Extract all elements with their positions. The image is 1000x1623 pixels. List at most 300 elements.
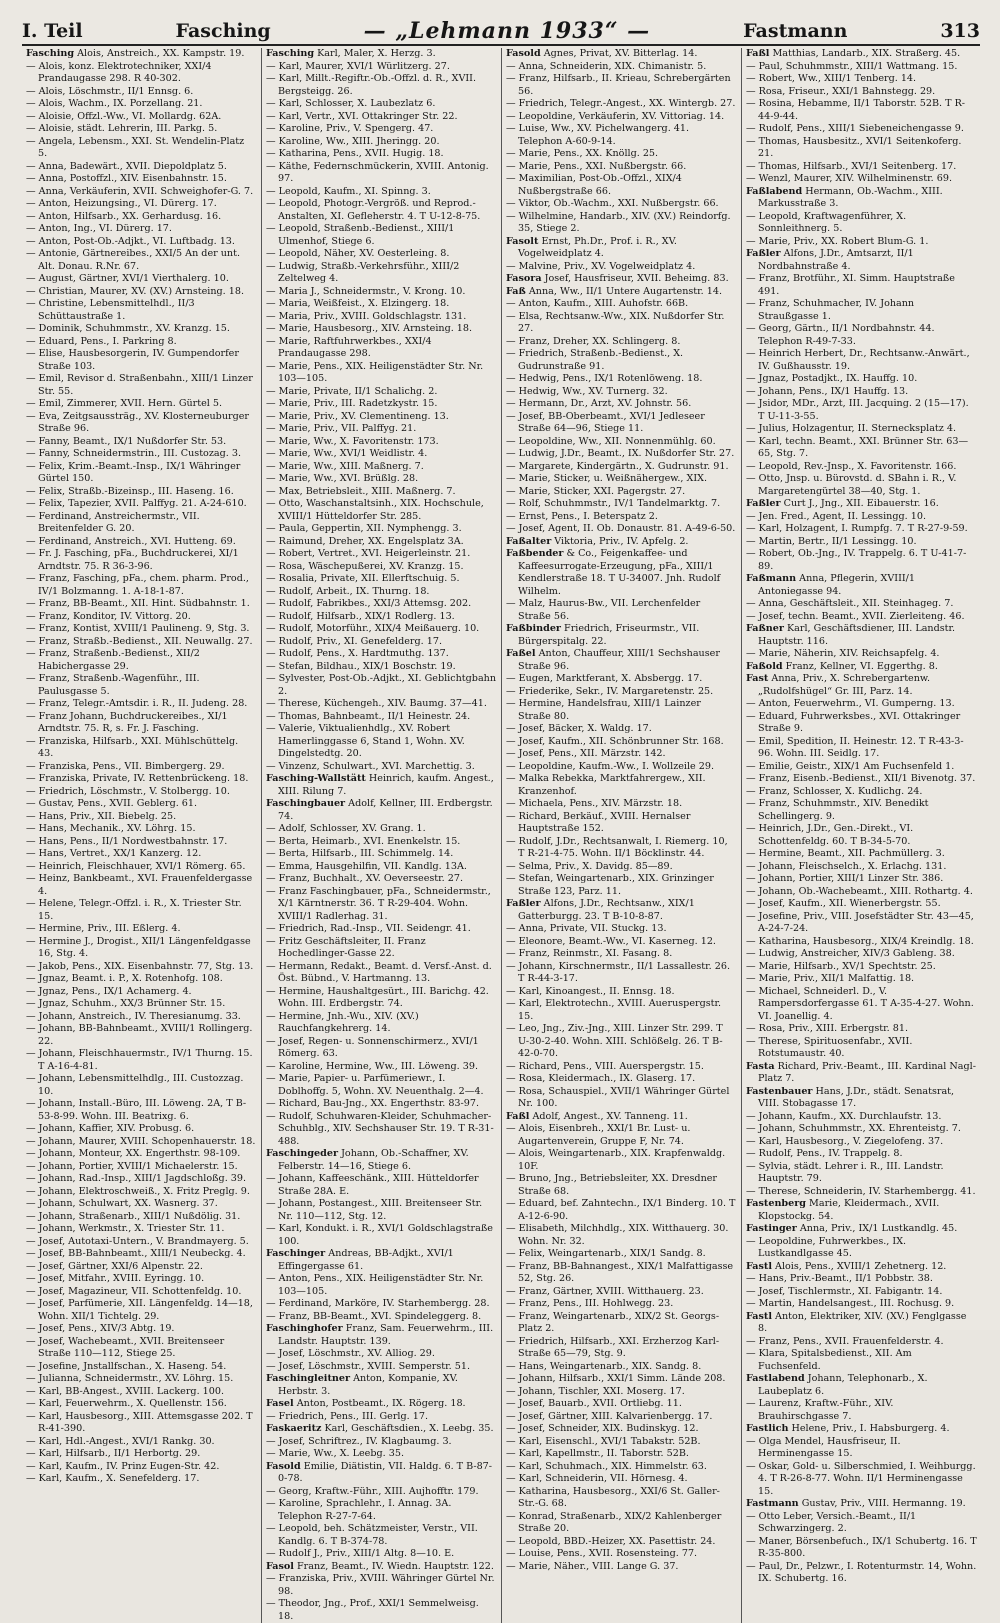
directory-entry: — Johann, Portier, XVIII/1 Michaelerstr. 15. (26, 1160, 238, 1172)
directory-entry: — Josef, Regen- u. Sonnenschirmerz., XVI/1 Römerg. 63. (266, 1035, 479, 1059)
directory-entry: — Martin, Handelsangest., III. Rochusg. 9. (746, 1298, 955, 1309)
directory-entry: — Karl, Eisenschl., XVI/1 Tabakstr. 52B. (506, 1435, 701, 1447)
surname-headword: Faßler (746, 498, 781, 509)
directory-entry: — Johann, Kaufm., XX. Durchlaufstr. 13. (746, 1110, 942, 1122)
directory-entry: — Josef, Bauarb., XVII. Ortliebg. 11. (506, 1398, 682, 1409)
surname-headword: Fasol (266, 1560, 294, 1572)
directory-entry: Fastlich Helene, Priv., I. Habsburgerg. 4. (746, 1423, 950, 1434)
directory-entry: — Rolf, Schuhmmstr., IV/1 Tandelmarktg. 7. (506, 498, 721, 509)
directory-entry: — Helene, Telegr.-Offzl. i. R., X. Triester Str. 15. (26, 898, 242, 922)
directory-entry: Fastmann Gustav, Priv., VIII. Hermanng. 19. (746, 1498, 966, 1509)
directory-entry: — Franz Johann, Buchdruckereibes., XI/1 Arndtstr. 75. R, s. Fr. J. Fasching. (26, 710, 228, 734)
surname-headword: Faßl (506, 1110, 530, 1122)
directory-entry: — Leopold, Straßenb.-Bedienst., XIII/1 Ulmenhof, Stiege 6. (266, 223, 455, 247)
part-label: I. Teil (22, 20, 83, 42)
directory-entry: — Johann, Install.-Büro, III. Löweng. 2A, T B-53-8-99. Wohn. III. Beatrixg. 6. (26, 1098, 247, 1122)
surname-headword: Faschinger (266, 1248, 326, 1259)
surname-headword: Faschingeder (266, 1148, 339, 1159)
directory-entry: — Franziska, Pens., VII. Bimbergerg. 29. (26, 760, 225, 772)
directory-entry: — Anton, Kaufm., XIII. Auhofstr. 66B. (506, 298, 689, 309)
directory-entry: — Sylvester, Post-Ob.-Adjkt., XI. Geblichtgbahn 2. (266, 673, 497, 697)
directory-entry: — Franz, Buchhalt., XV. Oeverseestr. 27. (266, 873, 464, 884)
directory-entry: — Franz Faschingbauer, pFa., Schneidermstr., X/1 Kärntnerstr. 36. T R-29-404. Wohn. XVIII/1 Radlerhag. 31. (266, 885, 491, 922)
directory-entry: — Emil, Zimmerer, XVII. Hern. Gürtel 5. (26, 398, 223, 409)
directory-entry: — Rosa, Schauspiel., XVII/1 Währinger Gürtel Nr. 100. (506, 1085, 730, 1109)
directory-entry: — Leopoldine, Fuhrwerkbes., IX. Lustkandlgasse 45. (746, 1235, 907, 1259)
directory-entry: Fasching Karl, Maler, X. Herzg. 3. (266, 48, 436, 59)
directory-entry: — Marie, Ww., XVI/1 Weidlistr. 4. (266, 448, 428, 459)
directory-entry: — Karl, Elektrotechn., XVIII. Aueruspergstr. 15. (506, 998, 722, 1022)
surname-headword: Fasching (266, 48, 315, 59)
directory-entry: — Marie, Priv., XII/1 Malfattig. 18. (746, 973, 915, 984)
directory-entry: — Franz, Straßb.-Bedienst., XII. Neuwallg. 27. (26, 635, 253, 647)
surname-headword: Fasta (746, 1060, 775, 1072)
directory-entry: — Karoline, Hermine, Ww., III. Löweng. 39. (266, 1060, 478, 1072)
directory-entry: — Jgnaz, Beamt. i. P., X. Rotenhofg. 108. (26, 973, 223, 984)
directory-entry: — Georg, Kraftw.-Führ., XIII. Aujhofftr. 179. (266, 1485, 479, 1497)
directory-entry: — Josefine, Jnstallfschan., X. Haseng. 54. (26, 1360, 227, 1372)
directory-entry: — Rudolf, Priv., XI. Genefelderg. 17. (266, 635, 442, 647)
directory-entry: — Berta, Hilfsarb., III. Schimmelg. 14. (266, 848, 454, 859)
directory-entry: — Hans, Priv.-Beamt., II/1 Pobbstr. 38. (746, 1273, 933, 1284)
directory-entry: — Marie, Pens., XXI. Nußbergstr. 66. (506, 160, 687, 172)
directory-entry: — Klara, Spitalsbedienst., XII. Am Fuchsenfeld. (746, 1348, 912, 1372)
directory-entry: — Luise, Ww., XV. Pichelwangerg. 41. Telephon A-60-9-14. (506, 123, 690, 147)
directory-entry: — Katharina, Hausbesorg., XIX/4 Kreindlg. 18. (746, 935, 974, 947)
directory-entry: — Marie, Hausbesorg., XIV. Arnsteing. 18. (266, 323, 473, 334)
directory-entry: Faschingeder Johann, Ob.-Schaffner, XV. Felberstr. 14—16, Stiege 6. (266, 1148, 469, 1172)
directory-entry: — Josef, Autotaxi-Untern., V. Brandmayerg. 5. (26, 1235, 249, 1247)
directory-entry: — Franz, BB-Beamt., XVI. Spindeleggerg. 8. (266, 1310, 482, 1322)
directory-entry: — Johann, Kaffier, XIV. Probusg. 6. (26, 1123, 195, 1134)
directory-entry: — Alois, konz. Elektrotechniker, XXI/4 Prandaugasse 298. R 40-302. (26, 60, 212, 84)
directory-entry: — Franz, Eisenb.-Bedienst., XII/1 Bivenotg. 37. (746, 773, 976, 784)
surname-headword: Faßlabend (746, 185, 803, 197)
directory-entry: — Angela, Lebensm., XXI. St. Wendelin-Platz 5. (26, 135, 245, 159)
directory-entry: — Karl, Hdl.-Angest., XVI/1 Rankg. 30. (26, 1435, 215, 1447)
directory-entry: — Eleonore, Beamt.-Ww., VI. Kaserneg. 12. (506, 935, 716, 947)
directory-entry: — Alois, Löschmstr., II/1 Ennsg. 6. (26, 85, 194, 97)
directory-entry: — Friedrich, Pens., III. Gerlg. 17. (266, 1410, 428, 1422)
directory-entry: — Otto, Waschanstaltsinh., XIX. Hochschule, XVIII/1 Hütteldorfer Str. 285. (266, 498, 484, 522)
directory-entry: — Franz, Schuhmacher, IV. Johann Straußgasse 1. (746, 298, 915, 322)
directory-entry: — Richard, Berkäuf., XVIII. Hernalser Hauptstraße 152. (506, 810, 691, 834)
directory-entry: — Ferdinand, Anstreich., XVI. Hutteng. 69. (26, 535, 236, 547)
surname-headword: Faschingleitner (266, 1373, 351, 1384)
directory-entry: — Franz, Fasching, pFa., chem. pharm. Prod., IV/1 Bolzmanng. 1. A-18-1-87. (26, 573, 249, 597)
directory-entry: — Josef, Bäcker, X. Waldg. 17. (506, 723, 652, 734)
directory-entry: Faßler Curt J., Jng., XII. Eibauerstr. 16. (746, 498, 939, 509)
directory-entry: — Elisabeth, Milchhdlg., XIX. Witthauerg. 30. Wohn. Nr. 32. (506, 1223, 729, 1247)
directory-entry: — Franz, BB-Beamt., XII. Hint. Südbahnstr. 1. (26, 598, 250, 609)
directory-entry: Faßmann Anna, Pflegerin, XVIII/1 Antoniegasse 94. (746, 573, 916, 597)
directory-entry: — Jgnaz, Pens., IX/1 Achamerg. 4. (26, 985, 192, 997)
directory-entry: — Anna, Schneiderin, XIX. Chimanistr. 5. (506, 60, 707, 72)
directory-entry: — Malvine, Priv., XV. Vogelweidplatz 4. (506, 260, 696, 272)
directory-entry: — Friedrich, Rad.-Insp., VII. Seidengr. 41. (266, 923, 471, 934)
directory-entry: — Valerie, Viktualienhdlg., XV. Robert Hamerlinggasse 6, Stand 1, Wohn. XV. Dingelstedtg. 20. (266, 723, 465, 759)
directory-entry: — Paul, Dr., Pelzwr., I. Rotenturmstr. 14, Wohn. IX. Schubertg. 16. (746, 1560, 977, 1584)
directory-entry: — Michaela, Pens., XIV. Märzstr. 18. (506, 798, 683, 809)
directory-entry: — Karl, Vertr., XVI. Ottakringer Str. 22. (266, 110, 458, 122)
directory-entry: — Leopold, Näher, XV. Oesterleing. 8. (266, 248, 450, 259)
directory-entry: Fasel Anton, Postbeamt., IX. Rögerg. 18. (266, 1398, 466, 1409)
surname-headword: Faßmann (746, 573, 797, 584)
directory-entry: — Franz, Kontist, XVIII/1 Paulineng. 9, Stg. 3. (26, 623, 250, 634)
directory-entry: — Josef, Kaufm., XII. Schönbrunner Str. 168. (506, 735, 724, 747)
directory-entry: — Franz, Brotführ., XI. Simm. Hauptstraße 491. (746, 273, 955, 297)
directory-entry: Faßner Karl, Geschäftsdiener, III. Landstr. Hauptstr. 116. (746, 623, 956, 647)
directory-entry: — Johann, Pens., IX/1 Hauffg. 13. (746, 385, 909, 397)
directory-entry: Faßbender & Co., Feigenkaffee- und Kaffeesurrogate-Erzeugung, pFa., XIII/1 Kendlerstraße 18. T U-34007. Jnh. Rudolf Wilhelm. (506, 548, 721, 597)
surname-headword: Fastlich (746, 1423, 789, 1434)
directory-entry: — Franz, Pens., XVII. Frauenfelderstr. 4. (746, 1335, 944, 1347)
directory-entry: — Therese, Küchengeh., XIV. Baumg. 37—41. (266, 698, 487, 709)
directory-entry: — Adolf, Schlosser, XV. Grang. 1. (266, 823, 426, 834)
directory-entry: Fastlabend Johann, Telephonarb., X. Laubeplatz 6. (746, 1373, 928, 1397)
directory-entry: — Karl, Hausbesorg., V. Ziegelofeng. 37. (746, 1135, 944, 1147)
directory-entry: — Hermann, Redakt., Beamt. d. Versf.-Anst. d. Öst. Bübnd., V. Hartmanng. 13. (266, 960, 492, 984)
directory-entry: — Karl, Kinoangest., II. Ennsg. 18. (506, 985, 675, 997)
directory-entry: — Marie, Priv., VII. Palffyg. 21. (266, 423, 417, 434)
directory-entry: — Marie, Hilfsarb., XV/1 Spechtstr. 25. (746, 960, 936, 972)
directory-entry: — Rudolf, Pens., X. Hardtmuthg. 137. (266, 648, 449, 659)
directory-entry: — Julianna, Schneidermstr., XV. Löhrg. 15. (26, 1373, 234, 1384)
directory-entry: — Karl, Millt.-Regiftr.-Ob.-Offzl. d. R., XVII. Bergsteigg. 26. (266, 73, 476, 97)
directory-entry: — Anna, Verkäuferin, XVII. Schweighofer-G. 7. (26, 185, 254, 197)
directory-entry: Faßler Alfons, J.Dr., Amtsarzt, II/1 Nordbahnstraße 4. (746, 248, 914, 272)
directory-entry: — Christine, Lebensmittelhdl., II/3 Schüttaustraße 1. (26, 298, 195, 322)
directory-entry: — Anna, Badewärt., XVII. Diepoldplatz 5. (26, 160, 227, 172)
directory-entry: — Anna, Postoffzl., XIV. Eisenbahnstr. 15. (26, 173, 227, 184)
directory-entry: — Olga Mendel, Hausfriseur, II. Herminengasse 15. (746, 1435, 901, 1459)
directory-entry: — Leopold, Rev.-Jnsp., X. Favoritenstr. 166. (746, 460, 957, 472)
directory-entry: — Maximilian, Post-Ob.-Offzl., XIX/4 Nußbergstraße 66. (506, 173, 682, 197)
column-3 (502, 48, 742, 1623)
directory-entry: — Rosa, Priv., XIII. Erbergstr. 81. (746, 1023, 909, 1034)
directory-entry: — Laurenz, Kraftw.-Führ., XIV. Brauhirschgasse 7. (746, 1398, 894, 1422)
directory-entry: — Vinzenz, Schulwart., XVI. Marchettig. 3. (266, 760, 475, 772)
page-number: 313 (940, 20, 980, 42)
directory-entry: — Marie, Pens., XX. Knöllg. 25. (506, 148, 659, 159)
directory-entry: — Bruno, Jng., Betriebsleiter, XX. Dresdner Straße 68. (506, 1173, 718, 1197)
directory-entry: — Franziska, Hilfsarb., XXI. Mühlschüttelg. 43. (26, 735, 239, 759)
directory-entry: — Josef, Agent, II. Ob. Donaustr. 81. A-49-6-50. (506, 523, 736, 534)
directory-entry: — Johann, BB-Bahnbeamt., XVIII/1 Rollingerg. 22. (26, 1023, 253, 1047)
directory-entry: — Rudolf, Hilfsarb., XIX/1 Rodlerg. 13. (266, 610, 455, 622)
directory-entry: — Emma, Hausgehilfin, VII. Kandlg. 13A. (266, 860, 467, 872)
surname-headword: Faskaeritz (266, 1423, 322, 1434)
directory-entry: — Anton, Pens., XIX. Heiligenstädter Str. Nr. 103—105. (266, 1273, 484, 1297)
directory-entry: Faßler Alfons, J.Dr., Rechtsanw., XIX/1 Gatterburgg. 23. T B-10-8-87. (506, 898, 695, 922)
directory-entry: — Karoline, Priv., V. Spengerg. 47. (266, 123, 434, 134)
directory-entry: — Ludwig, J.Dr., Beamt., IX. Nußdorfer Str. 27. (506, 448, 735, 459)
directory-entry: — Eduard, Fuhrwerksbes., XVI. Ottakringer Straße 9. (746, 710, 961, 734)
directory-entry: Faßl Adolf, Angest., XV. Tanneng. 11. (506, 1110, 688, 1122)
directory-entry: — Josef, Mitfahr., XVIII. Eyringg. 10. (26, 1273, 205, 1284)
directory-entry: — Alois, Wachm., IX. Porzellang. 21. (26, 98, 203, 109)
directory-entry: — Franz, Gärtner, XVIII. Witthauerg. 23. (506, 1285, 704, 1297)
surname-headword: Fasching (26, 48, 75, 59)
directory-entry: — Hans, Pens., II/1 Nordwestbahnstr. 17. (26, 835, 228, 847)
directory-entry: — Ludwig, Anstreicher, XIV/3 Gableng. 38. (746, 948, 955, 959)
directory-entry: — Julius, Holzagentur, II. Sternecksplatz 4. (746, 423, 957, 434)
surname-headword: Faschingbauer (266, 798, 346, 809)
directory-entry: — Leopoldine, Ww., XII. Nonnenmühlg. 60. (506, 435, 716, 447)
directory-entry: — Katharina, Hausbesorg., XXI/6 St. Galler-Str.-G. 68. (506, 1485, 720, 1509)
directory-entry: — Eduard, bef. Zahntechn., IX/1 Binderg. 10. T A-12-6-90. (506, 1198, 736, 1222)
directory-entry: — Franz, Konditor, IV. Vittorg. 20. (26, 610, 191, 622)
directory-entry: — Johann, Fleischselch., X. Erlachg. 131. (746, 860, 947, 872)
directory-entry: — Louise, Pens., XVII. Rosensteing. 77. (506, 1548, 698, 1559)
column-1 (22, 48, 262, 1623)
directory-entry: — Marie, Näherin, XIV. Reichsapfelg. 4. (746, 648, 940, 659)
directory-entry: — Christian, Maurer, XV. (XV.) Arnsteing. 18. (26, 285, 245, 297)
directory-entry: Fastinger Anna, Priv., IX/1 Lustkandlg. 45. (746, 1223, 958, 1234)
directory-entry: — Josef, Wachebeamt., XVII. Breitenseer Straße 110—112, Stiege 25. (26, 1335, 225, 1359)
directory-entry: Fastenberg Marie, Kleidermach., XVII. Klopstockg. 54. (746, 1198, 940, 1222)
directory-entry: — Rudolf, Pens., IV. Trappelg. 8. (746, 1148, 903, 1159)
directory-entry: — Friedrich, Straßenb.-Bedienst., X. Gudrunstraße 91. (506, 348, 684, 372)
surname-headword: Fast (746, 673, 769, 684)
surname-headword: Faßner (746, 623, 784, 634)
directory-entry: — Leopoldine, Verkäuferin, XV. Vittoriag. 14. (506, 110, 725, 122)
directory-entry: — Raimund, Dreher, XX. Engelsplatz 3A. (266, 535, 464, 547)
directory-entry: — Jsidor, MDr., Arzt, III. Jacquing. 2 (15—17). T U-11-3-55. (746, 398, 969, 422)
surname-headword: Faßler (746, 248, 781, 259)
directory-entry: Fast Anna, Priv., X. Schrebergartenw. „Rudolfshügel“ Gr. III, Parz. 14. (746, 673, 931, 697)
directory-entry: — Josef, Gärtner, XXI/6 Alpenstr. 22. (26, 1260, 203, 1272)
directory-entry: — Johann, Anstreich., IV. Theresianumg. 33. (26, 1010, 241, 1022)
directory-entry: — Emilie, Geistr., XIX/1 Am Fuchsenfeld 1. (746, 760, 955, 772)
directory-entry: — Sylvia, städt. Lehrer i. R., III. Landstr. Hauptstr. 79. (746, 1160, 944, 1184)
directory-entry: — Leopold, beh. Schätzmeister, Verstr., VII. Kandlg. 6. T B-374-78. (266, 1523, 478, 1547)
directory-entry: — Hermann, Dr., Arzt, XV. Johnstr. 56. (506, 398, 692, 409)
directory-entry: — Alois, Weingartenarb., XIX. Krapfenwaldg. 10F. (506, 1148, 726, 1172)
directory-entry: — Alois, Eisenbreh., XXI/1 Br. Lust- u. Augartenverein, Gruppe F, Nr. 74. (506, 1123, 691, 1147)
directory-entry: — Franz, BB-Bahnangest., XIX/1 Malfattigasse 52, Stg. 26. (506, 1260, 734, 1284)
directory-entry: — Maria J., Schneidermstr., V. Krong. 10. (266, 285, 466, 297)
directory-entry: — Johann, Portier, XIII/1 Linzer Str. 386. (746, 873, 944, 884)
directory-entry: — Thomas, Hausbesitz., XVI/1 Seitenkoferg. 21. (746, 135, 962, 159)
directory-entry: — Karl, Kaufm., IV. Prinz Eugen-Str. 42. (26, 1460, 220, 1472)
directory-entry: — Josef, Kaufm., XII. Wienerbergstr. 55. (746, 898, 941, 909)
directory-entry: — Rudolf, Fabrikbes., XXI/3 Attemsg. 202. (266, 598, 472, 609)
directory-entry: — Hans, Mechanik., XV. Löhrg. 15. (26, 823, 196, 834)
surname-headword: Fasching-Wallstätt (266, 773, 366, 784)
entry-columns (22, 48, 982, 1622)
directory-entry: — Franz, Hilfsarb., II. Krieau, Schrebergärten 56. (506, 73, 731, 97)
surname-headword: Faß (506, 285, 526, 297)
surname-headword: Faßler (506, 898, 541, 909)
directory-entry: — Paul, Schuhmmstr., XIII/1 Wattmang. 15. (746, 60, 958, 72)
directory-entry: — Johann, Kaffeeschänk., XIII. Hütteldorfer Straße 28A. E. (266, 1173, 479, 1197)
directory-entry: — Rosa, Wäschepußerei, XV. Kranzg. 15. (266, 560, 464, 572)
directory-entry: — Leopold, Kraftwagenführer, X. Sonnleithnerg. 5. (746, 210, 907, 234)
directory-entry: — Maner, Börsenbefuch., IX/1 Schubertg. 16. T R-35-800. (746, 1535, 977, 1559)
directory-entry: — Karoline, Ww., XIII. Jheringg. 20. (266, 135, 440, 147)
directory-entry: — Wenzl, Maurer, XIV. Wilhelminenstr. 69. (746, 173, 953, 184)
directory-entry: — Wilhelmine, Handarb., XIV. (XV.) Reindorfg. 35, Stiege 2. (506, 210, 731, 234)
surname-headword: Faßbender (506, 548, 564, 559)
surname-headword: Fasora (506, 273, 542, 284)
directory-entry: — Michael, Schneiderl. D., V. Rampersdorfergasse 61. T A-35-4-27. Wohn. VI. Joanellig. 4. (746, 985, 974, 1022)
directory-entry: — Dominik, Schuhmmstr., XV. Kranzg. 15. (26, 323, 230, 334)
directory-entry: — Anton, Heizungsing., VI. Dürerg. 17. (26, 198, 217, 209)
directory-entry: — Otto, Jnsp. u. Bürovstd. d. SBahn i. R., V. Margaretengürtel 38—40, Stg. 1. (746, 473, 957, 497)
directory-entry: — Hermine, Beamt., XII. Pachmüllerg. 3. (746, 848, 945, 859)
directory-entry: — Rudolf, J.Dr., Rechtsanwalt, I. Riemerg. 10, T R-21-4-75. Wohn. II/1 Böcklinstr. 44. (506, 835, 728, 859)
directory-entry: — Leopold, Photogr.-Vergröß. und Reprod.-Anstalten, XI. Gefleherstr. 4. T U-12-8-75. (266, 198, 481, 222)
directory-entry: — Konrad, Straßenarb., XIX/2 Kahlenberger Straße 20. (506, 1510, 722, 1534)
surname-headword: Fastenberg (746, 1198, 806, 1209)
directory-entry: — Jakob, Pens., XIX. Eisenbahnstr. 77, Stg. 13. (26, 960, 254, 972)
directory-entry: — Karl, Kapellmstr., II. Taborstr. 52B. (506, 1448, 689, 1459)
directory-entry: — Johann, Postangest., XIII. Breitenseer Str. Nr. 110—112, Stg. 12. (266, 1198, 483, 1222)
directory-entry: — Berta, Heimarb., XVI. Enenkelstr. 15. (266, 835, 461, 847)
directory-entry: — Hedwig, Pens., IX/1 Rotenlöweng. 18. (506, 373, 703, 384)
directory-entry: — Viktor, Ob.-Wachm., XXI. Nußbergstr. 66. (506, 198, 719, 209)
directory-entry: — Hans, Weingartenarb., XIX. Sandg. 8. (506, 1360, 702, 1372)
directory-entry: Faschinghofer Franz, Sam. Feuerwehrm., III. Landstr. Hauptstr. 139. (266, 1323, 494, 1347)
directory-entry: — Marie, Priv., XV. Clementineng. 13. (266, 410, 449, 422)
directory-entry: Faschingbauer Adolf, Kellner, III. Erdbergstr. 74. (266, 798, 493, 822)
directory-entry: — Käthe, Federnschmückerin, XVIII. Antonig. 97. (266, 160, 489, 184)
directory-entry: — Stefan, Bildhau., XIX/1 Boschstr. 19. (266, 660, 456, 672)
page-title: — „Lehmann 1933“ — (363, 18, 651, 44)
directory-entry: — Therese, Schneiderin, IV. Starhembergg. 41. (746, 1185, 976, 1197)
directory-entry: — Karl, Schneiderin, VII. Hörnesg. 4. (506, 1473, 688, 1484)
directory-entry: — Johann, Fleischhauermstr., IV/1 Thurng. 15. T A-16-4-81. (26, 1048, 253, 1072)
directory-entry: — Karl, Maurer, XVI/1 Würlitzerg. 27. (266, 60, 450, 72)
directory-entry: — Johann, Werkmstr., X. Triester Str. 11. (26, 1223, 225, 1234)
directory-entry: — Heinrich Herbert, Dr., Rechtsanw.-Anwärt., IV. Gußhausstr. 19. (746, 348, 970, 372)
directory-entry: — Hermine, Haushaltgesürt., III. Barichg. 42. Wohn. III. Erdbergstr. 74. (266, 985, 489, 1009)
surname-headword: Fastl (746, 1310, 772, 1322)
surname-headword: Fasel (266, 1398, 294, 1409)
directory-entry: Faß Anna, Ww., II/1 Untere Augartenstr. 14. (506, 285, 723, 297)
directory-entry: — Marie, Private, II/1 Schalichg. 2. (266, 385, 438, 397)
directory-entry: — Josefine, Priv., VIII. Josefstädter Str. 43—45, A-24-7-24. (746, 910, 974, 934)
surname-headword: Faßl (746, 48, 770, 59)
directory-entry: — Anna, Geschäftsleit., XII. Steinhageg. 7. (746, 598, 954, 609)
directory-entry: — Josef, Löschmstr., XVIII. Semperstr. 51. (266, 1360, 470, 1372)
directory-entry: — Rosina, Hebamme, II/1 Taborstr. 52B. T R-44-9-44. (746, 98, 966, 122)
directory-entry: Fasolt Ernst, Ph.Dr., Prof. i. R., XV. Vogelweidplatz 4. (506, 235, 677, 259)
surname-headword: Faßbinder (506, 623, 561, 634)
surname-headword: Fastmann (746, 1498, 799, 1509)
directory-entry: — Johann, Tischler, XXI. Moserg. 17. (506, 1385, 685, 1397)
directory-entry: — Anton, Post-Ob.-Adjkt., VI. Luftbadg. 13. (26, 235, 235, 247)
directory-entry: — Marie, Ww., XIII. Maßnerg. 7. (266, 460, 424, 472)
directory-entry: — Karl, Feuerwehrm., X. Quellenstr. 156. (26, 1398, 227, 1409)
directory-entry: — Ferdinand, Marköre, IV. Starhembergg. 28. (266, 1298, 490, 1309)
directory-entry: — Aloisie, städt. Lehrerin, III. Parkg. 5. (26, 123, 218, 134)
directory-entry: — Franziska, Private, IV. Rettenbrückeng. 18. (26, 773, 249, 784)
directory-entry: — Richard, Pens., VIII. Auerspergstr. 15. (506, 1060, 704, 1072)
directory-entry: — Anton, Hilfsarb., XX. Gerhardusg. 16. (26, 210, 222, 222)
directory-entry: — Josef, Pens., XIV/3 Abtg. 19. (26, 1323, 175, 1334)
directory-entry: — Elsa, Rechtsanw.-Ww., XIX. Nußdorfer Str. 27. (506, 310, 725, 334)
directory-entry: Fastl Anton, Elektriker, XIV. (XV.) Fenglgasse 8. (746, 1310, 967, 1334)
directory-entry: — Franz, Schuhmmstr., XIV. Benedikt Schellingerg. 9. (746, 798, 929, 822)
directory-entry: — Franz, Straßenb.-Bedienst., XII/2 Habichergasse 29. (26, 648, 200, 672)
directory-entry: — Rosa, Friseur., XXI/1 Bahnstegg. 29. (746, 85, 936, 97)
page-header (22, 18, 980, 46)
directory-entry: — Johann, Schulwart, XX. Wasnerg. 37. (26, 1198, 218, 1209)
directory-entry: — Paula, Geppertin, XII. Nymphengg. 3. (266, 523, 462, 534)
surname-headword: Faßel (506, 648, 536, 659)
directory-entry: — Josef, Schriftrez., IV. Klagbaumg. 3. (266, 1435, 452, 1447)
directory-entry: — Robert, Ob.-Jng., IV. Trappelg. 6. T U-41-7-89. (746, 548, 967, 572)
directory-entry: — Johann, Ob.-Wachebeamt., XIII. Rothartg. 4. (746, 885, 973, 897)
directory-entry: — Karl, Hilfsarb., II/1 Herbortg. 29. (26, 1448, 201, 1459)
directory-entry: — Marie, Priv., XX. Robert Blum-G. 1. (746, 235, 929, 247)
directory-entry: — Josef, Tischlermstr., XI. Fabigantr. 14. (746, 1285, 943, 1297)
directory-entry: — Jgnaz, Postadjkt., IX. Hauffg. 10. (746, 373, 918, 384)
directory-entry: — Hermine, Jnh.-Wu., XIV. (XV.) Rauchfangkehrerg. 14. (266, 1010, 419, 1034)
directory-entry: — Johann, Maurer, XVIII. Schopenhauerstr. 18. (26, 1135, 256, 1147)
directory-entry: Fasora Josef, Hausfriseur, XVII. Beheimg. 83. (506, 273, 729, 284)
directory-entry: — Josef, BB-Bahnbeamt., XIII/1 Neubeckg. 4. (26, 1248, 246, 1259)
directory-entry: — Otto Leber, Versich.-Beamt., II/1 Schwarzingerg. 2. (746, 1510, 917, 1534)
directory-entry: — Rudolf, Schuhwaren-Kleider, Schuhmacher-Schuhblg., XIV. Sechshauser Str. 19. T R-31-488. (266, 1110, 494, 1147)
surname-headword: Fasold (266, 1460, 301, 1472)
directory-entry: — Franz, Reinmstr., XI. Fasang. 8. (506, 948, 673, 959)
directory-entry: — Jen. Fred., Agent, II. Lessingg. 10. (746, 510, 926, 522)
header-left-keyword: Fasching (175, 20, 271, 42)
directory-entry: — Heinrich, Fleischhauer, XVI/1 Römerg. 65. (26, 860, 246, 872)
directory-entry: Fastenbauer Hans, J.Dr., städt. Senatsrat, VIII. Stobagasse 17. (746, 1085, 955, 1109)
directory-entry: — Rudolf J., Priv., XIII/1 Altg. 8—10. E. (266, 1548, 455, 1559)
directory-entry: — Fritz Geschäftsleiter, II. Franz Hochedlinger-Gasse 22. (266, 935, 426, 959)
directory-entry: — Marie, Ww., X. Favoritenstr. 173. (266, 435, 439, 447)
directory-entry: — Josef, techn. Beamt., XVII. Zierleiteng. 46. (746, 610, 965, 622)
directory-entry: — Marie, Ww., XVI. Brüßlg. 28. (266, 473, 419, 484)
directory-entry: — Malz, Haurus-Bw., VII. Lerchenfelder Straße 56. (506, 598, 701, 622)
directory-entry: — Josef, Pens., XII. Märzstr. 142. (506, 748, 666, 759)
directory-entry: — Leopold, BBD.-Heizer, XX. Pasettistr. 24. (506, 1535, 716, 1547)
surname-headword: Fastenbauer (746, 1085, 813, 1097)
directory-entry: — Aloisie, Offzl.-Ww., VI. Mollardg. 62A. (26, 110, 222, 122)
directory-entry: — Friedrich, Löschmstr., V. Stolbergg. 10. (26, 785, 230, 797)
directory-entry: — Thomas, Hilfsarb., XVI/1 Seitenberg. 17. (746, 160, 957, 172)
directory-entry: — Hermine, Handelsfrau, XIII/1 Lainzer Straße 80. (506, 698, 701, 722)
surname-headword: Fastl (746, 1260, 772, 1272)
directory-entry: — Margarete, Kindergärtn., X. Gudrunstr. 91. (506, 460, 729, 472)
directory-entry: — Leopoldine, Kaufm.-Ww., I. Wollzeile 29. (506, 760, 715, 772)
directory-entry: Faßbinder Friedrich, Friseurmstr., VII. Bürgerspitalg. 22. (506, 623, 700, 647)
directory-entry: — Marie, Sticker, u. Weißnähergew., XIX. (506, 473, 707, 484)
directory-entry: — Rosa, Kleidermach., IX. Glaserg. 17. (506, 1073, 696, 1084)
directory-entry: — Johann, Lebensmittelhdlg., III. Custozzag. 10. (26, 1073, 244, 1097)
directory-entry: — Leo, Jng., Ziv.-Jng., XIII. Linzer Str. 299. T U-30-2-40. Wohn. XIII. Schlößelg. 26. T B-42-0-70. (506, 1023, 723, 1059)
directory-entry: — Karl, Kaufm., X. Senefelderg. 17. (26, 1473, 200, 1484)
directory-entry: — Eugen, Marktferant, X. Absbergg. 17. (506, 673, 703, 684)
directory-entry: — Rudolf, Motorführ., XIX/4 Meißauerg. 10. (266, 623, 480, 634)
directory-entry: — Hermine, Priv., III. Eßlerg. 4. (26, 923, 181, 934)
column-4 (742, 48, 982, 1623)
header-right-keyword: Fastmann (743, 20, 848, 42)
directory-entry: — Johann, Straßenarb., XIII/1 Nußdölig. 31. (26, 1210, 241, 1222)
directory-entry: — Stefan, Weingartenarb., XIX. Grinzinger Straße 123, Parz. 11. (506, 873, 714, 897)
directory-entry: — Josef, Schneider, XIX. Budinskyg. 12. (506, 1423, 699, 1434)
directory-entry: — Josef, BB-Oberbeamt., XVI/1 Jedleseer Straße 64—96, Stiege 11. (506, 410, 705, 434)
directory-entry: — Johann, Hilfsarb., XXI/1 Simm. Lände 208. (506, 1373, 726, 1384)
directory-entry: — Hans, Vertret., XX/1 Kanzerg. 12. (26, 848, 202, 859)
directory-entry: — Franziska, Priv., XVIII. Währinger Gürtel Nr. 98. (266, 1573, 495, 1597)
directory-entry: — Richard, Bau-Jng., XX. Engerthstr. 83-97. (266, 1098, 480, 1109)
